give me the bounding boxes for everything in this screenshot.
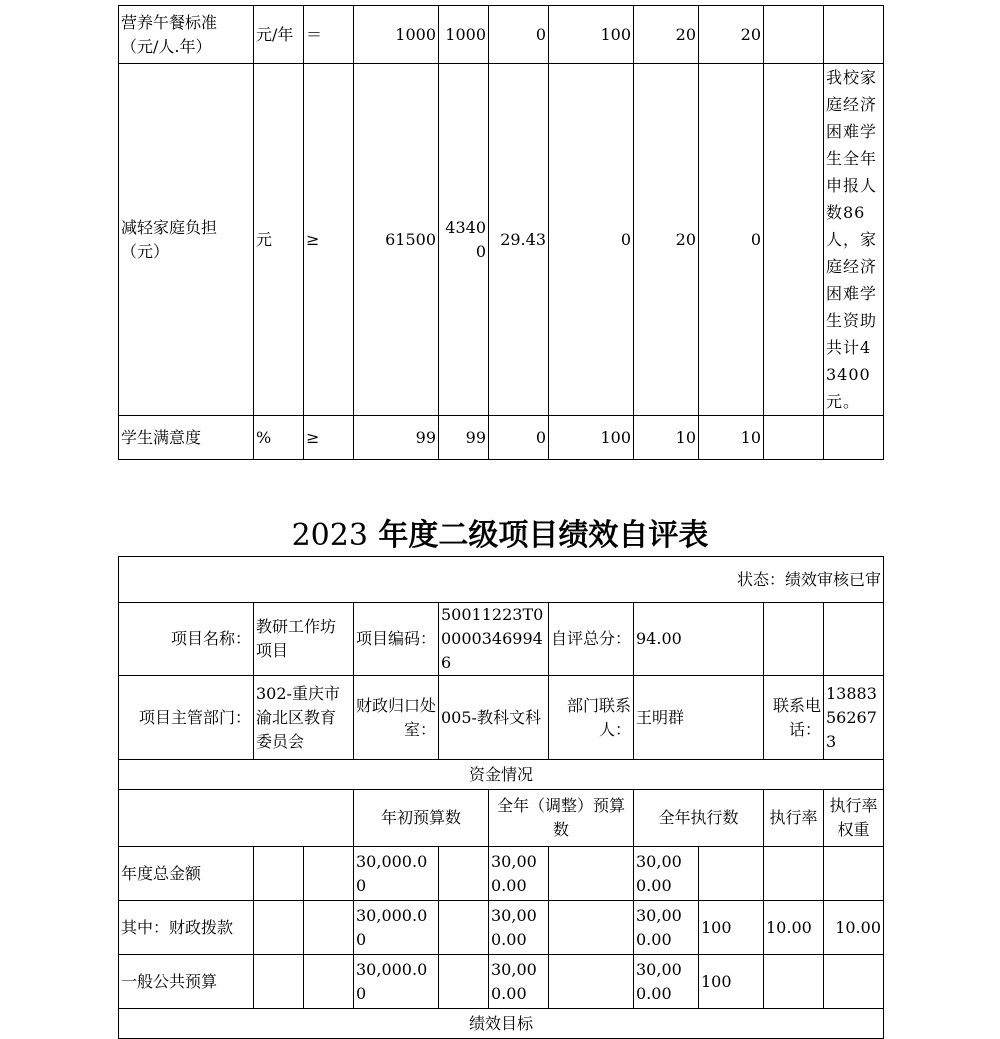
indicator-name: 学生满意度 [119, 416, 254, 460]
indicator-note: 我校家庭经济困难学生全年申报人数86人，家庭经济困难学生资助共计43400元。 [824, 64, 884, 416]
indicator-deviation: 0 [489, 416, 549, 460]
table-row [119, 64, 884, 416]
department: 302-重庆市渝北区教育委员会 [254, 676, 354, 760]
contact-name: 王明群 [634, 676, 764, 760]
funds-row-label: 年度总金额 [119, 847, 254, 901]
funds-adjusted: 30,000.00 [489, 901, 549, 955]
indicator-reason [764, 6, 824, 64]
header-exec-rate: 执行率 [764, 790, 824, 847]
indicator-rate: 100 [549, 416, 634, 460]
empty-cell [549, 847, 634, 901]
department-row [119, 676, 884, 760]
funds-initial: 30,000.00 [354, 847, 439, 901]
indicator-actual: 43400 [439, 64, 489, 416]
contact-label: 部门联系人： [549, 676, 634, 760]
project-code: 50011223T000003469946 [439, 603, 549, 676]
funds-initial: 30,000.00 [354, 901, 439, 955]
funds-rate [699, 847, 764, 901]
indicator-deviation: 0 [489, 6, 549, 64]
project-code-label: 项目编码： [354, 603, 439, 676]
indicator-target: 61500 [354, 64, 439, 416]
funds-weight [764, 955, 824, 1009]
goals-section-row [119, 1009, 884, 1039]
indicator-name: 减轻家庭负担（元） [119, 64, 254, 416]
department-label: 项目主管部门： [119, 676, 254, 760]
empty-cell [304, 955, 354, 1009]
table-row [119, 6, 884, 64]
funds-executed: 30,000.00 [634, 847, 699, 901]
self-score: 94.00 [634, 603, 764, 676]
funds-score [824, 955, 884, 1009]
funds-section-title: 资金情况 [119, 760, 884, 790]
empty-cell [304, 901, 354, 955]
status-text: 状态：绩效审核已审 [119, 557, 884, 603]
funds-score [824, 847, 884, 901]
indicator-unit: % [254, 416, 304, 460]
indicator-rate: 0 [549, 64, 634, 416]
indicator-deviation: 29.43 [489, 64, 549, 416]
finance-office: 005-教科文科 [439, 676, 549, 760]
header-adjusted-budget: 全年（调整）预算数 [489, 790, 634, 847]
status-row [119, 557, 884, 603]
funds-weight: 10.00 [764, 901, 824, 955]
finance-office-label: 财政归口处室： [354, 676, 439, 760]
indicator-operator: ≥ [304, 416, 354, 460]
funds-executed: 30,000.00 [634, 901, 699, 955]
funds-initial: 30,000.00 [354, 955, 439, 1009]
indicator-target: 1000 [354, 6, 439, 64]
header-initial-budget: 年初预算数 [354, 790, 489, 847]
page-title [0, 510, 1000, 554]
goals-section-title: 绩效目标 [119, 1009, 884, 1039]
indicator-table [118, 5, 884, 460]
indicator-rate: 100 [549, 6, 634, 64]
indicator-note [824, 6, 884, 64]
indicator-actual: 99 [439, 416, 489, 460]
phone-number: 13883562673 [824, 676, 884, 760]
project-info-row [119, 603, 884, 676]
indicator-target: 99 [354, 416, 439, 460]
self-evaluation-table [118, 556, 884, 1039]
indicator-operator: ＝ [304, 6, 354, 64]
header-executed: 全年执行数 [634, 790, 764, 847]
empty-cell [254, 955, 304, 1009]
indicator-reason [764, 64, 824, 416]
indicator-score: 0 [699, 64, 764, 416]
indicator-note [824, 416, 884, 460]
empty-cell [439, 901, 489, 955]
funds-row [119, 955, 884, 1009]
funds-section-row [119, 760, 884, 790]
empty-cell [304, 847, 354, 901]
funds-row-label: 其中：财政拨款 [119, 901, 254, 955]
title-text: 年度二级项目绩效自评表 [378, 518, 709, 553]
empty-cell [254, 847, 304, 901]
indicator-name: 营养午餐标准（元/人.年） [119, 6, 254, 64]
empty-cell [439, 955, 489, 1009]
funds-row [119, 847, 884, 901]
indicator-score: 20 [699, 6, 764, 64]
project-name-label: 项目名称： [119, 603, 254, 676]
funds-executed: 30,000.00 [634, 955, 699, 1009]
empty-cell [254, 901, 304, 955]
indicator-reason [764, 416, 824, 460]
empty-cell [824, 603, 884, 676]
empty-cell [439, 847, 489, 901]
indicator-actual: 1000 [439, 6, 489, 64]
indicator-score: 10 [699, 416, 764, 460]
empty-cell [549, 955, 634, 1009]
empty-cell [119, 790, 354, 847]
self-score-label: 自评总分： [549, 603, 634, 676]
indicator-weight: 10 [634, 416, 699, 460]
funds-adjusted: 30,000.00 [489, 955, 549, 1009]
funds-weight [764, 847, 824, 901]
phone-label: 联系电话： [764, 676, 824, 760]
funds-rate: 100 [699, 901, 764, 955]
funds-row [119, 901, 884, 955]
indicator-unit: 元 [254, 64, 304, 416]
project-name: 教研工作坊项目 [254, 603, 354, 676]
funds-row-label: 一般公共预算 [119, 955, 254, 1009]
funds-adjusted: 30,000.00 [489, 847, 549, 901]
title-year: 2023 [291, 518, 368, 553]
funds-score: 10.00 [824, 901, 884, 955]
indicator-weight: 20 [634, 6, 699, 64]
empty-cell [549, 901, 634, 955]
funds-header-row [119, 790, 884, 847]
funds-rate: 100 [699, 955, 764, 1009]
indicator-unit: 元/年 [254, 6, 304, 64]
empty-cell [764, 603, 824, 676]
header-rate-weight: 执行率权重 [824, 790, 884, 847]
indicator-weight: 20 [634, 64, 699, 416]
table-row [119, 416, 884, 460]
indicator-operator: ≥ [304, 64, 354, 416]
